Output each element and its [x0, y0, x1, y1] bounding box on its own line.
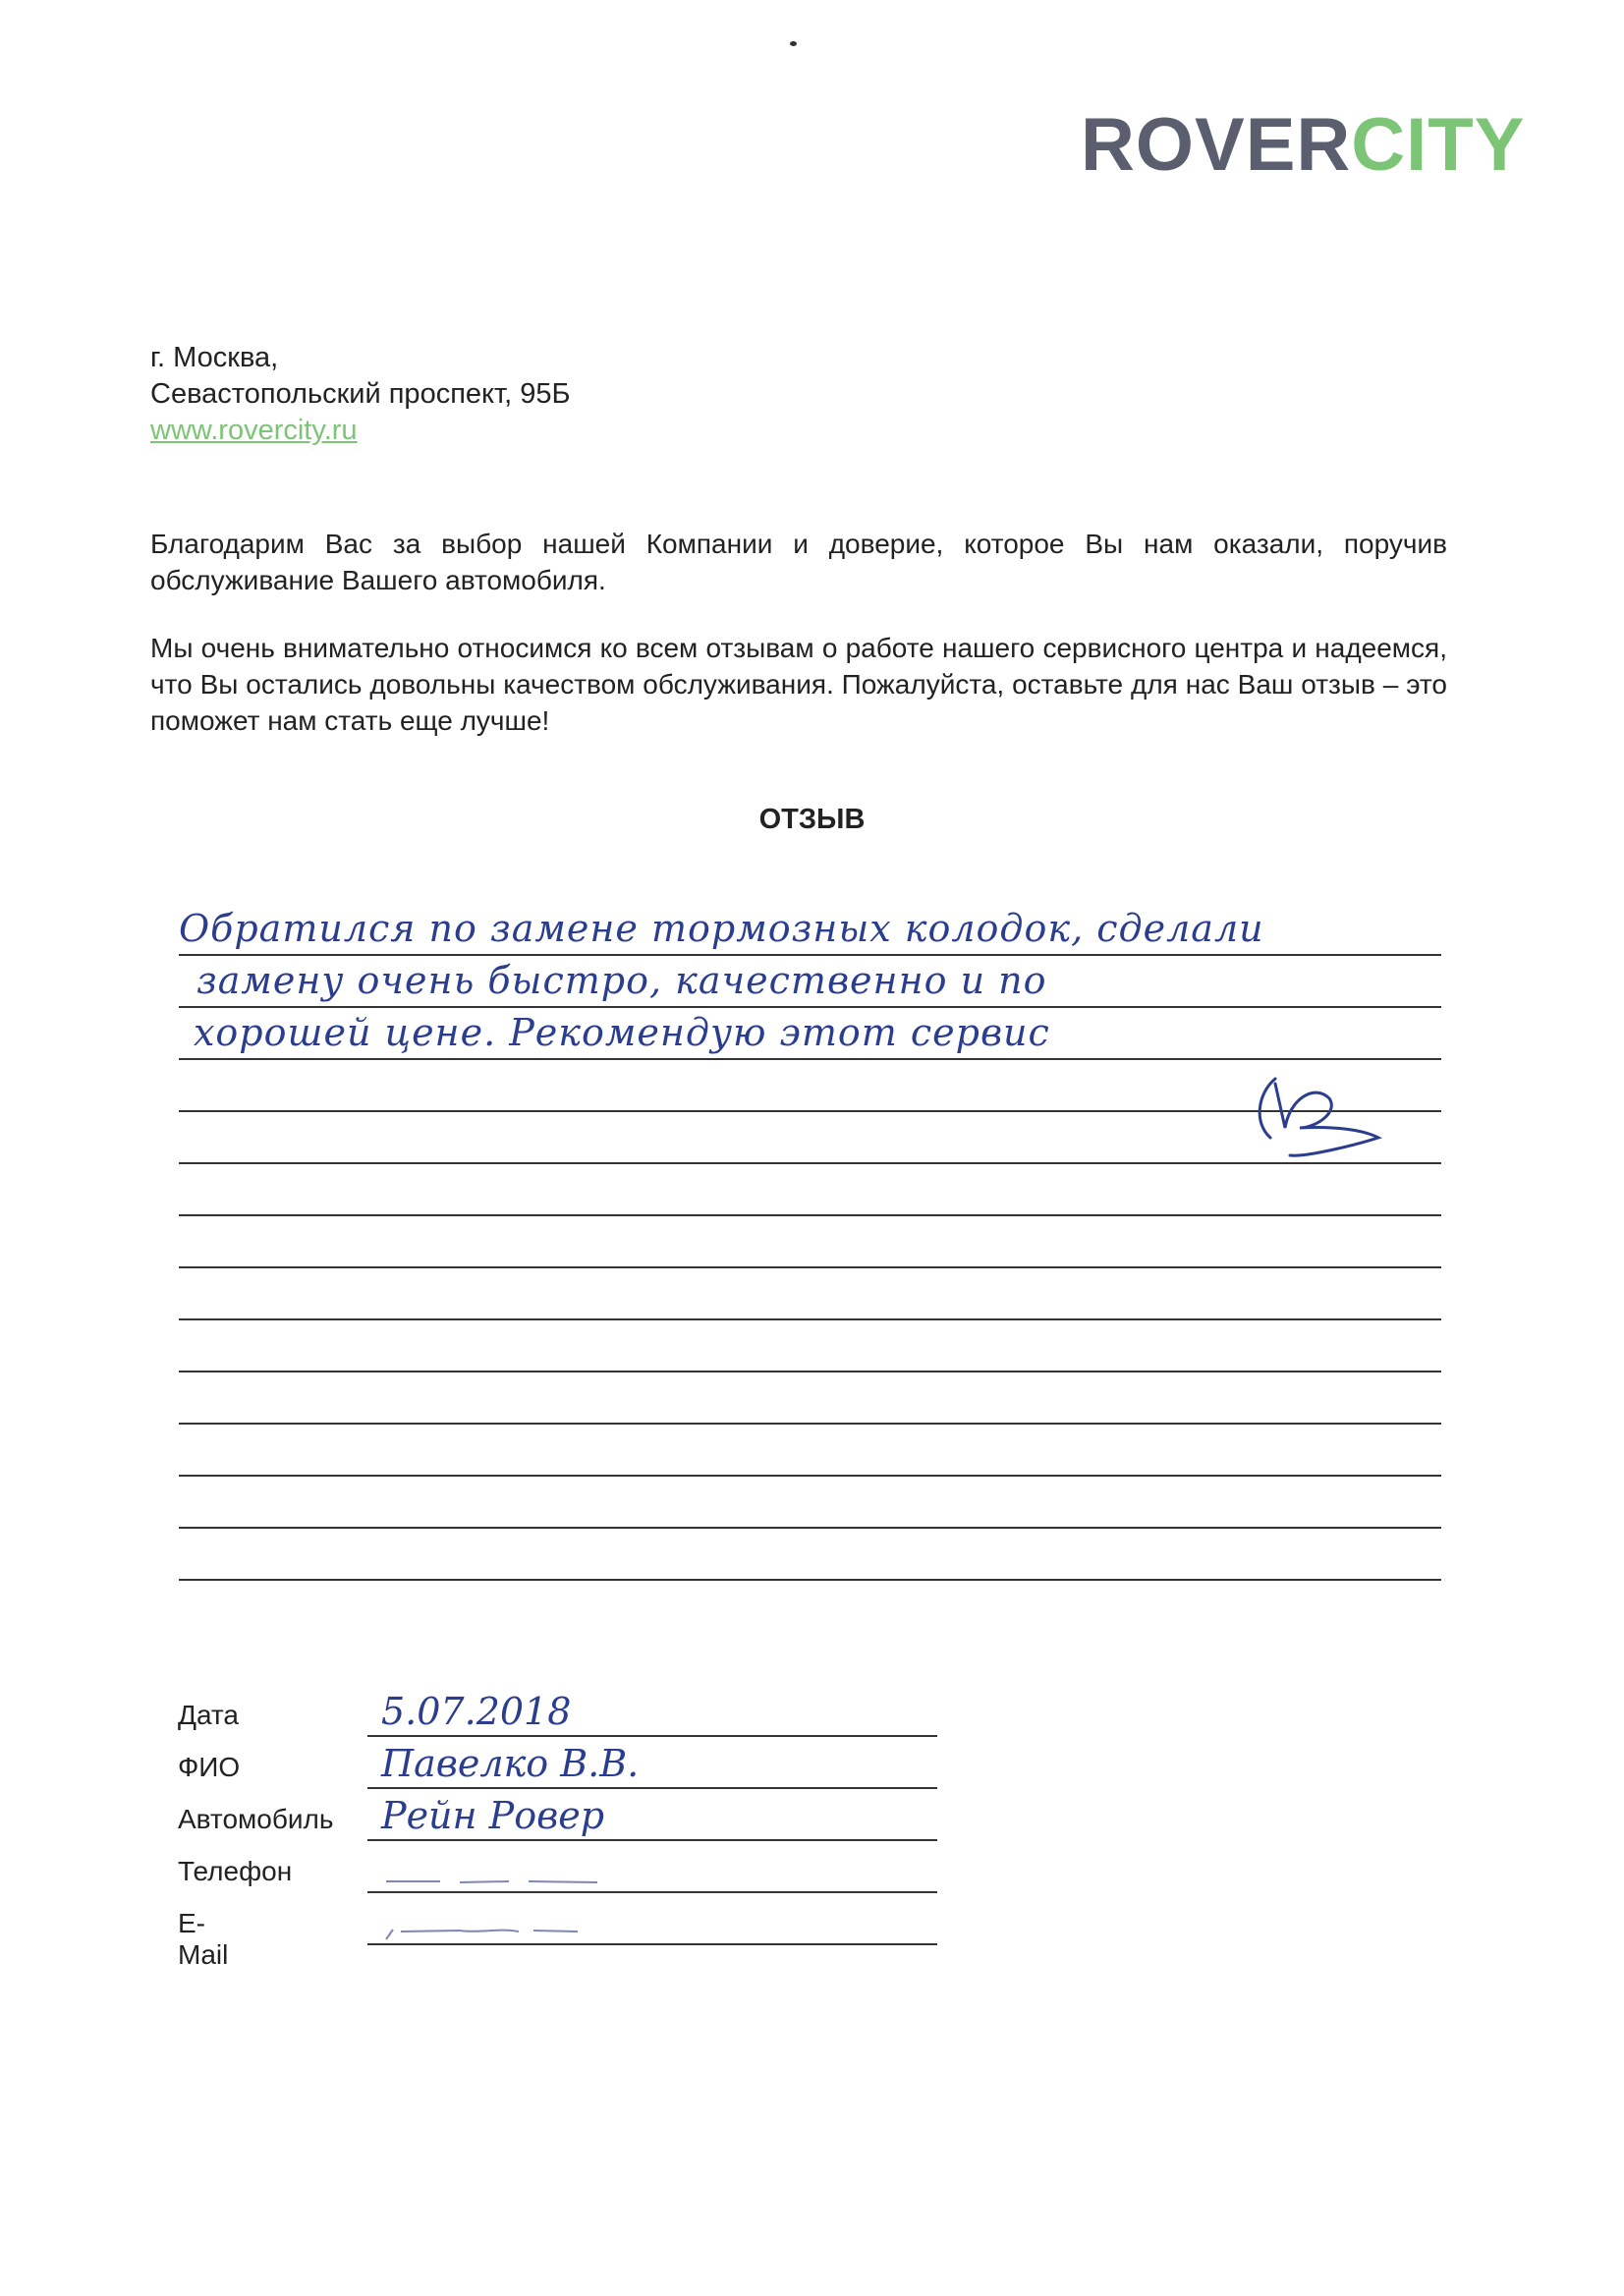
review-handwriting: Обратился по замене тормозных колодок, сделали	[179, 907, 1264, 950]
date-field[interactable]	[367, 1690, 937, 1737]
logo-part-city: CITY	[1351, 103, 1526, 187]
name-label: ФИО	[178, 1752, 241, 1782]
signature-mark	[1246, 1069, 1393, 1162]
review-line[interactable]	[179, 1320, 1441, 1372]
review-line[interactable]	[179, 1216, 1441, 1268]
review-line[interactable]	[179, 904, 1441, 956]
email-redacted-scribble	[381, 1922, 607, 1941]
address-city: г. Москва,	[150, 342, 279, 373]
intro-paragraph-request: Мы очень внимательно относимся ко всем отзывам о работе нашего сервисного центра и надеемся, что Вы остались довольны качеством обслуживания. Пожалуйста, оставьте для нас Ваш отзыв – это поможет нам стать еще лучше!	[150, 633, 1447, 736]
car-label: Автомобиль	[178, 1804, 334, 1834]
phone-redacted-scribble	[381, 1870, 607, 1889]
name-field[interactable]	[367, 1742, 937, 1789]
email-label: E-Mail	[178, 1908, 229, 1970]
review-line[interactable]	[179, 1477, 1441, 1529]
scan-speck	[790, 41, 797, 46]
address-street: Севастопольский проспект, 95Б	[150, 378, 571, 410]
review-line[interactable]	[179, 1425, 1441, 1477]
date-label: Дата	[178, 1700, 240, 1730]
name-handwriting: Павелко В.В.	[381, 1742, 640, 1785]
phone-field[interactable]	[367, 1846, 937, 1893]
review-line[interactable]	[179, 956, 1441, 1008]
review-line[interactable]	[179, 1008, 1441, 1060]
review-line[interactable]	[179, 1529, 1441, 1581]
review-handwriting: замену очень быстро, качественно и по	[196, 959, 1047, 1002]
phone-label: Телефон	[178, 1856, 293, 1886]
review-lines	[179, 904, 1441, 1581]
company-address	[150, 340, 571, 449]
review-line[interactable]	[179, 1372, 1441, 1425]
date-handwriting: 5.07.2018	[381, 1690, 572, 1733]
intro-paragraph-thanks: Благодарим Вас за выбор нашей Компании и доверие, которое Вы нам оказали, поручив обслуживание Вашего автомобиля.	[150, 529, 1447, 595]
review-line[interactable]	[179, 1164, 1441, 1216]
company-logo	[1081, 103, 1526, 187]
logo-part-rover: ROVER	[1081, 103, 1352, 187]
review-handwriting: хорошей цене. Рекомендую этот сервис	[194, 1011, 1050, 1054]
website-link[interactable]: www.rovercity.ru	[150, 415, 358, 446]
car-handwriting: Рейн Ровер	[381, 1794, 605, 1837]
review-title: ОТЗЫВ	[758, 804, 866, 835]
review-line[interactable]	[179, 1268, 1441, 1320]
car-field[interactable]	[367, 1794, 937, 1841]
email-field[interactable]	[367, 1898, 937, 1945]
